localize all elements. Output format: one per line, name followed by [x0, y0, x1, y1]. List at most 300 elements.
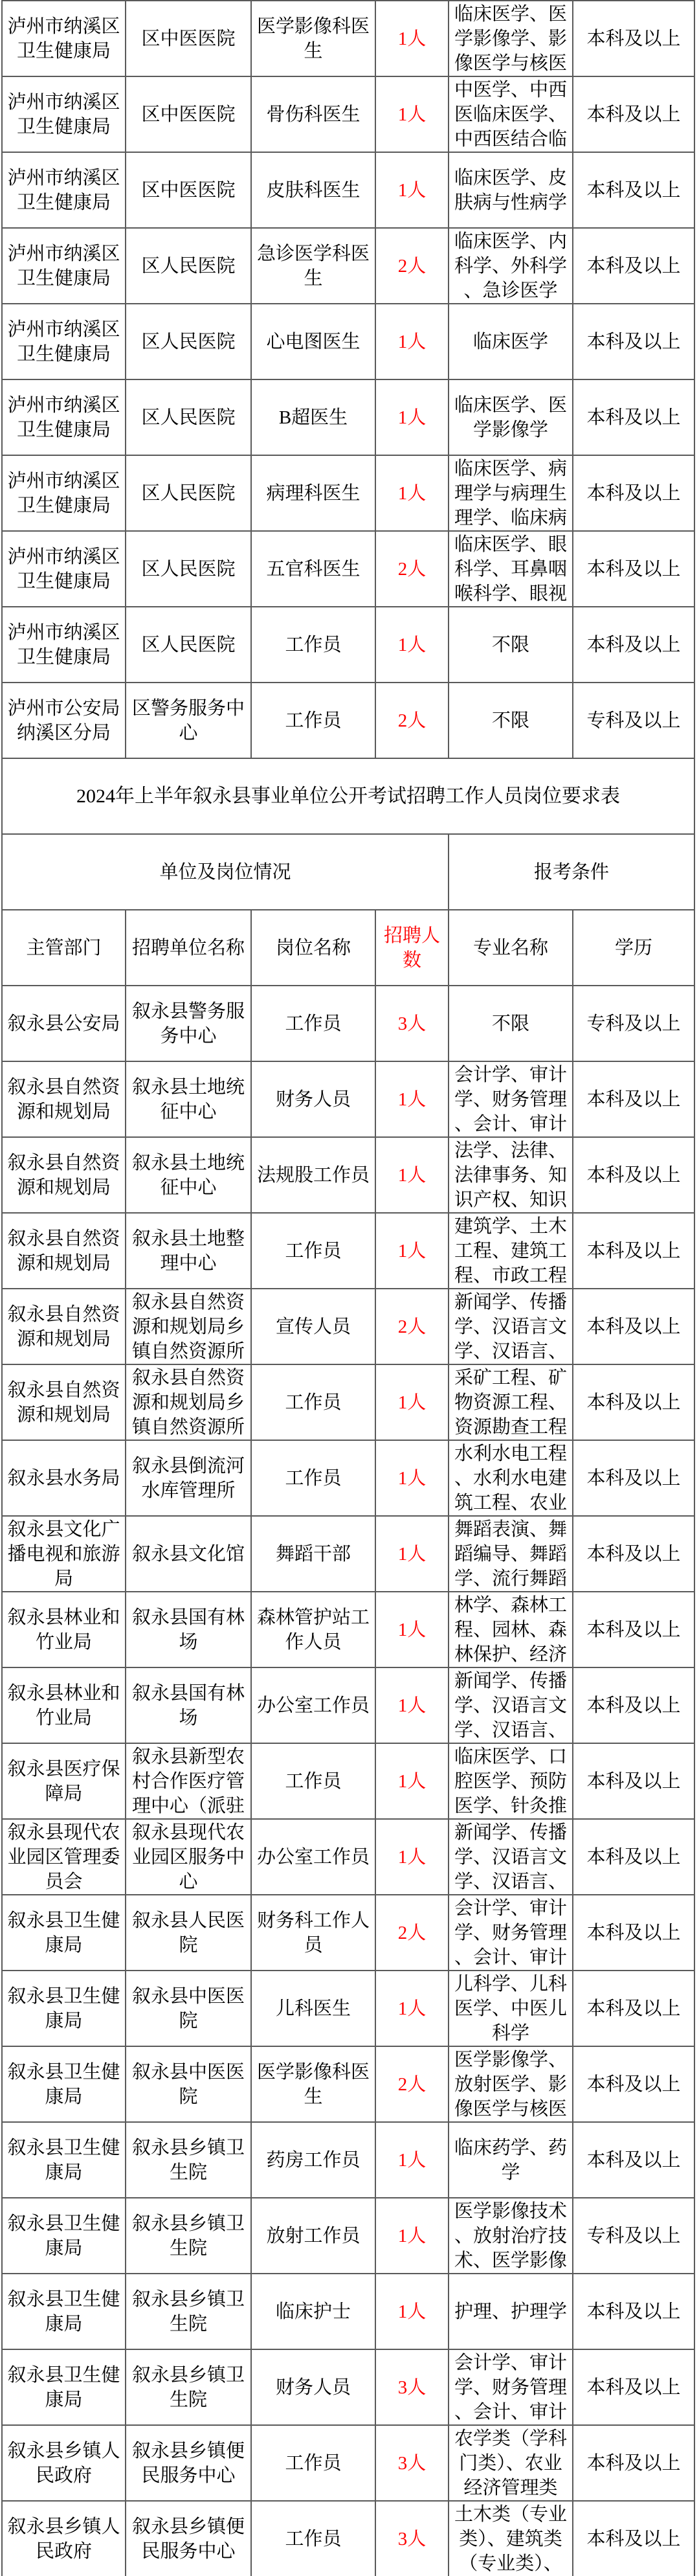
table-row — [2, 2349, 694, 2425]
dept-value: 泸州市纳溪区卫生健康局 — [7, 546, 120, 592]
dept-cell — [2, 1213, 126, 1289]
major-value: 临床医学、皮肤病与性病学 — [454, 167, 567, 213]
unit-value: 区人民医院 — [141, 634, 236, 655]
unit-cell — [126, 2274, 251, 2349]
count-value: 1人 — [397, 1619, 427, 1640]
major-value: 水利水电工程、水利水电建筑工程、农业 — [454, 1443, 567, 1513]
section-header-conditions-cell — [449, 834, 694, 910]
major-value: 不限 — [491, 1013, 529, 1034]
major-cell — [449, 1364, 573, 1440]
degree-value: 本科及以上 — [586, 1467, 681, 1489]
degree-value: 本科及以上 — [586, 2528, 681, 2549]
major-cell — [449, 1971, 573, 2046]
major-value: 临床药学、药学 — [454, 2137, 567, 2183]
unit-cell — [126, 228, 251, 304]
count-value: 1人 — [397, 1467, 427, 1489]
section-header-row — [2, 834, 694, 910]
major-cell — [449, 228, 573, 304]
post-cell — [251, 2046, 375, 2122]
major-cell — [449, 379, 573, 455]
main-table-body — [2, 986, 694, 2576]
major-cell — [449, 531, 573, 607]
section-header-conditions: 报考条件 — [533, 861, 609, 883]
major-value: 护理、护理学 — [454, 2301, 567, 2322]
degree-value: 本科及以上 — [586, 1392, 681, 1413]
degree-value: 本科及以上 — [586, 2301, 681, 2322]
major-value: 土木类（专业类）、建筑类（专业类）、 — [454, 2503, 567, 2574]
post-cell — [251, 228, 375, 304]
unit-value: 叙永县文化馆 — [131, 1543, 245, 1565]
unit-value: 叙永县土地整理中心 — [131, 1228, 245, 1274]
dept-value: 叙永县医疗保障局 — [7, 1758, 120, 1804]
post-value: 儿科医生 — [275, 1998, 351, 2019]
table-row — [2, 2046, 694, 2122]
unit-cell — [126, 1440, 251, 1516]
dept-value: 叙永县卫生健康局 — [7, 2288, 120, 2334]
dept-value: 泸州市公安局纳溪区分局 — [7, 697, 120, 743]
dept-value: 叙永县自然资源和规划局 — [7, 1076, 120, 1122]
unit-value: 叙永县乡镇卫生院 — [131, 2364, 245, 2410]
count-cell — [375, 1971, 449, 2046]
dept-value: 叙永县卫生健康局 — [7, 2137, 120, 2183]
major-value: 新闻学、传播学、汉语言文学、汉语言、 — [454, 1670, 567, 1741]
table-row — [2, 683, 694, 758]
major-value: 会计学、审计学、财务管理、会计、审计 — [454, 1064, 567, 1135]
post-cell — [251, 1061, 375, 1137]
dept-cell — [2, 2501, 126, 2576]
unit-value: 叙永县乡镇便民服务中心 — [131, 2516, 245, 2562]
degree-value: 本科及以上 — [586, 255, 681, 277]
count-cell — [375, 2046, 449, 2122]
count-cell — [375, 1819, 449, 1895]
major-value: 临床医学 — [472, 331, 548, 352]
unit-cell — [126, 1, 251, 76]
post-cell — [251, 1, 375, 76]
major-value: 林学、森林工程、园林、森林保护、经济 — [454, 1594, 567, 1665]
unit-value: 区人民医院 — [141, 482, 236, 504]
dept-value: 泸州市纳溪区卫生健康局 — [7, 91, 120, 137]
table-row — [2, 986, 694, 1061]
unit-cell — [126, 1819, 251, 1895]
degree-cell — [573, 1440, 694, 1516]
post-value: 工作员 — [285, 1770, 342, 1792]
unit-cell — [126, 2198, 251, 2274]
major-value: 采矿工程、矿物资源工程、资源勘查工程 — [454, 1367, 567, 1438]
degree-value: 本科及以上 — [586, 1240, 681, 1261]
dept-value: 叙永县文化广播电视和旅游局 — [7, 1519, 120, 1589]
degree-cell — [573, 1061, 694, 1137]
dept-value: 叙永县水务局 — [7, 1467, 120, 1489]
count-cell — [375, 1, 449, 76]
dept-value: 叙永县自然资源和规划局 — [7, 1152, 120, 1198]
col-header-dept — [2, 910, 126, 986]
count-value: 1人 — [397, 1543, 427, 1565]
count-value: 1人 — [397, 1846, 427, 1868]
major-value: 新闻学、传播学、汉语言文学、汉语言、 — [454, 1822, 567, 1892]
continuation-table-body — [2, 1, 694, 758]
post-value: 工作员 — [285, 1240, 342, 1261]
major-cell — [449, 76, 573, 152]
post-value: 放射工作员 — [266, 2225, 361, 2246]
degree-value: 本科及以上 — [586, 1998, 681, 2019]
count-value: 2人 — [397, 558, 427, 580]
degree-cell — [573, 1289, 694, 1364]
table-row — [2, 1289, 694, 1364]
count-value: 1人 — [397, 1164, 427, 1186]
count-cell — [375, 1895, 449, 1971]
degree-value: 本科及以上 — [586, 1316, 681, 1337]
dept-cell — [2, 228, 126, 304]
col-header-unit — [126, 910, 251, 986]
major-cell — [449, 2046, 573, 2122]
degree-value: 本科及以上 — [586, 1846, 681, 1868]
count-cell — [375, 1289, 449, 1364]
degree-cell — [573, 455, 694, 531]
unit-value: 区中医医院 — [141, 179, 236, 201]
table-row — [2, 1819, 694, 1895]
dept-cell — [2, 152, 126, 228]
unit-value: 叙永县乡镇卫生院 — [131, 2137, 245, 2183]
unit-cell — [126, 531, 251, 607]
post-cell — [251, 2501, 375, 2576]
dept-cell — [2, 2198, 126, 2274]
unit-cell — [126, 304, 251, 379]
count-cell — [375, 1667, 449, 1743]
major-value: 中医学、中西医临床医学、中西医结合临 — [454, 79, 567, 150]
count-cell — [375, 228, 449, 304]
degree-cell — [573, 2349, 694, 2425]
dept-value: 叙永县公安局 — [7, 1013, 120, 1034]
degree-value: 专科及以上 — [586, 2225, 681, 2246]
count-value: 1人 — [397, 104, 427, 125]
count-cell — [375, 2198, 449, 2274]
unit-cell — [126, 455, 251, 531]
degree-value: 本科及以上 — [586, 331, 681, 352]
count-cell — [375, 2501, 449, 2576]
table-row — [2, 2274, 694, 2349]
table-row — [2, 1516, 694, 1592]
count-value: 1人 — [397, 1089, 427, 1110]
section-header-unit-post-cell — [2, 834, 449, 910]
major-value: 农学类（学科门类）、农业经济管理类 — [454, 2428, 567, 2498]
count-cell — [375, 379, 449, 455]
major-value: 临床医学、医学影像学 — [454, 394, 567, 440]
table-row — [2, 152, 694, 228]
unit-cell — [126, 2122, 251, 2198]
table-row — [2, 531, 694, 607]
post-cell — [251, 1819, 375, 1895]
count-value: 1人 — [397, 1695, 427, 1716]
major-value: 儿科学、儿科医学、中医儿科学 — [454, 1973, 567, 2044]
major-cell — [449, 1440, 573, 1516]
post-cell — [251, 1895, 375, 1971]
post-value: 工作员 — [285, 1467, 342, 1489]
degree-value: 本科及以上 — [586, 179, 681, 201]
unit-value: 区人民医院 — [141, 331, 236, 352]
recruitment-table — [1, 0, 695, 2576]
major-value: 不限 — [491, 634, 529, 655]
post-cell — [251, 1971, 375, 2046]
degree-cell — [573, 1667, 694, 1743]
unit-cell — [126, 1895, 251, 1971]
unit-value: 叙永县乡镇便民服务中心 — [131, 2440, 245, 2486]
count-cell — [375, 152, 449, 228]
dept-value: 叙永县卫生健康局 — [7, 1910, 120, 1956]
col-header-dept-label: 主管部门 — [26, 937, 102, 958]
degree-cell — [573, 2501, 694, 2576]
major-value: 临床医学、病理学与病理生理学、临床病 — [454, 458, 567, 528]
post-value: 骨伤科医生 — [266, 104, 361, 125]
major-cell — [449, 1213, 573, 1289]
post-cell — [251, 1289, 375, 1364]
dept-value: 叙永县自然资源和规划局 — [7, 1228, 120, 1274]
col-header-major-label: 专业名称 — [472, 937, 548, 958]
count-cell — [375, 76, 449, 152]
count-value: 1人 — [397, 634, 427, 655]
degree-value: 本科及以上 — [586, 2073, 681, 2095]
column-header-row — [2, 910, 694, 986]
major-cell — [449, 1743, 573, 1819]
major-value: 医学影像技术、放射治疗技术、医学影像 — [454, 2200, 567, 2271]
major-cell — [449, 2425, 573, 2501]
major-cell — [449, 455, 573, 531]
col-header-unit-label: 招聘单位名称 — [131, 937, 245, 958]
dept-value: 叙永县乡镇人民政府 — [7, 2440, 120, 2486]
post-value: 财务人员 — [275, 1089, 351, 1110]
table-row — [2, 1743, 694, 1819]
post-cell — [251, 1667, 375, 1743]
count-value: 1人 — [397, 1770, 427, 1792]
post-value: 病理科医生 — [266, 482, 361, 504]
dept-cell — [2, 455, 126, 531]
post-cell — [251, 2198, 375, 2274]
count-cell — [375, 1440, 449, 1516]
dept-value: 叙永县现代农业园区管理委员会 — [7, 1822, 120, 1892]
major-cell — [449, 1516, 573, 1592]
post-cell — [251, 1213, 375, 1289]
post-value: 森林管护站工作人员 — [256, 1607, 370, 1653]
count-cell — [375, 986, 449, 1061]
post-cell — [251, 2274, 375, 2349]
unit-cell — [126, 1364, 251, 1440]
count-cell — [375, 1516, 449, 1592]
major-cell — [449, 1819, 573, 1895]
post-value: 五官科医生 — [266, 558, 361, 580]
dept-cell — [2, 2122, 126, 2198]
unit-value: 区人民医院 — [141, 558, 236, 580]
post-cell — [251, 2122, 375, 2198]
post-value: 医学影像科医生 — [256, 16, 370, 62]
post-cell — [251, 379, 375, 455]
dept-cell — [2, 2274, 126, 2349]
table-title-cell — [2, 758, 694, 834]
dept-cell — [2, 986, 126, 1061]
section-header-unit-post: 单位及岗位情况 — [159, 861, 291, 883]
col-header-post — [251, 910, 375, 986]
unit-value: 叙永县中医医院 — [131, 2061, 245, 2107]
post-cell — [251, 1743, 375, 1819]
post-value: 宣传人员 — [275, 1316, 351, 1337]
degree-value: 本科及以上 — [586, 634, 681, 655]
count-cell — [375, 455, 449, 531]
dept-cell — [2, 1819, 126, 1895]
count-value: 2人 — [397, 710, 427, 731]
table-row — [2, 228, 694, 304]
table-row — [2, 1213, 694, 1289]
unit-value: 叙永县国有林场 — [131, 1682, 245, 1728]
major-cell — [449, 1592, 573, 1667]
degree-value: 本科及以上 — [586, 407, 681, 428]
dept-value: 泸州市纳溪区卫生健康局 — [7, 16, 120, 62]
post-cell — [251, 2349, 375, 2425]
count-cell — [375, 607, 449, 683]
major-value: 会计学、审计学、财务管理、会计、审计 — [454, 2352, 567, 2423]
major-value: 舞蹈表演、舞蹈编导、舞蹈学、流行舞蹈 — [454, 1519, 567, 1589]
count-value: 1人 — [397, 2149, 427, 2171]
major-cell — [449, 683, 573, 758]
unit-cell — [126, 986, 251, 1061]
dept-value: 泸州市纳溪区卫生健康局 — [7, 622, 120, 668]
major-cell — [449, 2501, 573, 2576]
count-value: 1人 — [397, 1392, 427, 1413]
unit-value: 叙永县土地统征中心 — [131, 1152, 245, 1198]
unit-value: 叙永县自然资源和规划局乡镇自然资源所 — [131, 1367, 245, 1438]
unit-value: 叙永县乡镇卫生院 — [131, 2288, 245, 2334]
count-value: 1人 — [397, 179, 427, 201]
table-row — [2, 379, 694, 455]
dept-value: 叙永县林业和竹业局 — [7, 1607, 120, 1653]
degree-cell — [573, 304, 694, 379]
post-value: 工作员 — [285, 634, 342, 655]
count-value: 1人 — [397, 331, 427, 352]
dept-cell — [2, 531, 126, 607]
major-cell — [449, 2349, 573, 2425]
dept-cell — [2, 1, 126, 76]
major-cell — [449, 1061, 573, 1137]
degree-cell — [573, 1819, 694, 1895]
major-value: 建筑学、土木工程、建筑工程、市政工程 — [454, 1215, 567, 1286]
degree-cell — [573, 228, 694, 304]
degree-value: 本科及以上 — [586, 558, 681, 580]
col-header-count-label: 招聘人数 — [383, 925, 440, 971]
post-cell — [251, 683, 375, 758]
degree-cell — [573, 76, 694, 152]
dept-value: 泸州市纳溪区卫生健康局 — [7, 470, 120, 516]
post-value: 心电图医生 — [266, 331, 361, 352]
col-header-post-label: 岗位名称 — [275, 937, 351, 958]
unit-cell — [126, 152, 251, 228]
dept-cell — [2, 379, 126, 455]
unit-value: 叙永县警务服务中心 — [131, 1000, 245, 1046]
post-value: 工作员 — [285, 710, 342, 731]
count-cell — [375, 683, 449, 758]
dept-cell — [2, 1440, 126, 1516]
dept-value: 泸州市纳溪区卫生健康局 — [7, 167, 120, 213]
dept-value: 叙永县自然资源和规划局 — [7, 1379, 120, 1425]
dept-value: 泸州市纳溪区卫生健康局 — [7, 394, 120, 440]
dept-cell — [2, 2349, 126, 2425]
post-value: 工作员 — [285, 1392, 342, 1413]
degree-cell — [573, 1971, 694, 2046]
major-cell — [449, 2122, 573, 2198]
table-row — [2, 76, 694, 152]
dept-cell — [2, 1743, 126, 1819]
count-value: 1人 — [397, 1998, 427, 2019]
post-cell — [251, 1440, 375, 1516]
unit-cell — [126, 1743, 251, 1819]
unit-value: 叙永县现代农业园区服务中心 — [131, 1822, 245, 1892]
post-cell — [251, 152, 375, 228]
major-value: 医学影像学、放射医学、影像医学与核医 — [454, 2049, 567, 2119]
degree-cell — [573, 683, 694, 758]
degree-value: 本科及以上 — [586, 1770, 681, 1792]
unit-value: 叙永县土地统征中心 — [131, 1076, 245, 1122]
major-cell — [449, 1, 573, 76]
degree-value: 本科及以上 — [586, 1543, 681, 1565]
unit-value: 区人民医院 — [141, 407, 236, 428]
table-row — [2, 1137, 694, 1213]
count-cell — [375, 1743, 449, 1819]
col-header-degree — [573, 910, 694, 986]
degree-cell — [573, 379, 694, 455]
post-cell — [251, 986, 375, 1061]
degree-value: 本科及以上 — [586, 1695, 681, 1716]
unit-value: 叙永县国有林场 — [131, 1607, 245, 1653]
major-value: 会计学、审计学、财务管理、会计、审计 — [454, 1897, 567, 1968]
table-row — [2, 1364, 694, 1440]
degree-cell — [573, 1364, 694, 1440]
table-row — [2, 1, 694, 76]
major-value: 临床医学、口腔医学、预防医学、针灸推 — [454, 1746, 567, 1816]
major-value: 临床医学、眼科学、耳鼻咽喉科学、眼视 — [454, 534, 567, 604]
degree-value: 本科及以上 — [586, 2149, 681, 2171]
post-cell — [251, 1592, 375, 1667]
degree-cell — [573, 152, 694, 228]
dept-value: 泸州市纳溪区卫生健康局 — [7, 243, 120, 289]
dept-cell — [2, 1971, 126, 2046]
unit-value: 区人民医院 — [141, 255, 236, 277]
dept-cell — [2, 1516, 126, 1592]
dept-cell — [2, 2425, 126, 2501]
degree-value: 专科及以上 — [586, 710, 681, 731]
major-value: 临床医学、内科学、外科学、急诊医学 — [454, 231, 567, 301]
table-row — [2, 1592, 694, 1667]
post-cell — [251, 531, 375, 607]
unit-cell — [126, 379, 251, 455]
post-value: 办公室工作员 — [256, 1846, 370, 1868]
unit-cell — [126, 2046, 251, 2122]
count-value: 2人 — [397, 1316, 427, 1337]
post-value: 医学影像科医生 — [256, 2061, 370, 2107]
count-cell — [375, 531, 449, 607]
table-row — [2, 1061, 694, 1137]
table-row — [2, 2122, 694, 2198]
degree-cell — [573, 2198, 694, 2274]
unit-cell — [126, 1137, 251, 1213]
unit-cell — [126, 1667, 251, 1743]
post-value: 工作员 — [285, 1013, 342, 1034]
post-cell — [251, 2425, 375, 2501]
count-value: 3人 — [397, 1013, 427, 1034]
unit-cell — [126, 76, 251, 152]
degree-value: 本科及以上 — [586, 482, 681, 504]
major-cell — [449, 2198, 573, 2274]
major-cell — [449, 607, 573, 683]
dept-cell — [2, 1364, 126, 1440]
major-cell — [449, 1895, 573, 1971]
count-cell — [375, 2274, 449, 2349]
dept-cell — [2, 1667, 126, 1743]
